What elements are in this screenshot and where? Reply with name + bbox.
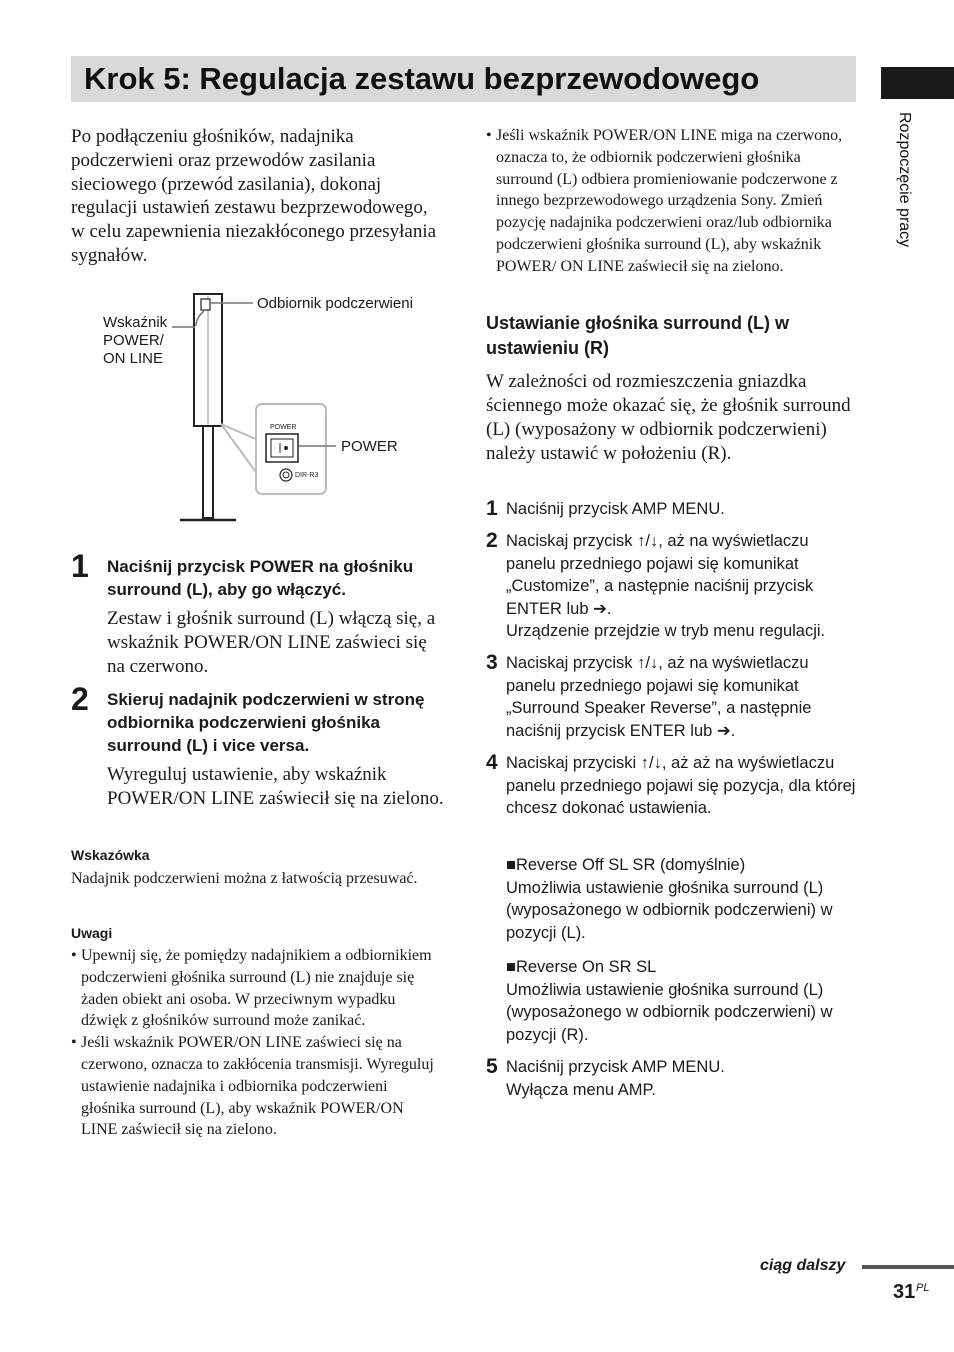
bullet-icon: • — [486, 127, 492, 144]
power-label: POWER — [341, 438, 398, 455]
option-reverse-off — [506, 854, 861, 944]
speaker-diagram — [100, 290, 440, 525]
option-title: Reverse Off SL SR (domyślnie) — [515, 856, 746, 874]
indicator-label-1: Wskaźnik — [103, 314, 168, 331]
note-text: Jeśli wskaźnik POWER/ON LINE zaświeci się na czerwono, oznacza to zakłócenia transmisji. Wyreguluj ustawienie nadajnika i odbiornika podczerwieni głośnika surround (L), aby wskaźnik POWER/ON LINE zaświecił się na zielono. — [81, 1034, 434, 1139]
step-body: Zestaw i głośnik surround (L) włączą się, a wskaźnik POWER/ON LINE zaświeci się na czerwono. — [107, 608, 436, 677]
option-reverse-on — [506, 956, 861, 1046]
step-number: 3 — [486, 651, 498, 674]
step-number: 2 — [486, 529, 498, 552]
indicator-label-3: ON LINE — [103, 350, 164, 367]
panel-power-text: POWER — [270, 424, 297, 431]
option-description: Umożliwia ustawienie głośnika surround (L) (wyposażonego w odbiornik podczerwieni) w pozycji (L). — [506, 878, 833, 942]
tip-text: Nadajnik podczerwieni można z łatwością przesuwać. — [71, 870, 418, 887]
step-extra: Urządzenie przejdzie w tryb menu regulacji. — [506, 622, 826, 640]
step-number: 4 — [486, 751, 498, 774]
receiver-label: Odbiornik podczerwieni — [257, 295, 413, 312]
note-text: Jeśli wskaźnik POWER/ON LINE miga na czerwono, oznacza to, że odbiornik podczerwieni głośnika surround (L) odbiera promieniowanie podczerwone z innego bezprzewodowego urządzenia Sony. Zmień pozycję nadajnika podczerwieni oraz/lub odbiornika podczerwieni głośnika surround (L), aby wskaźnik POWER/ ON LINE zaświecił się na zielono. — [496, 127, 843, 275]
step-number: 1 — [71, 548, 89, 584]
note-item — [486, 125, 861, 278]
bullet-icon: • — [71, 1034, 77, 1052]
step-body: Wyreguluj ustawienie, aby wskaźnik POWER/ON LINE zaświecił się na zielono. — [107, 764, 444, 809]
step-text: Naciskaj przycisk ↑/↓, aż na wyświetlaczu panelu przedniego pojawi się komunikat „Customize”, a następnie naciśnij przycisk ENTER lub ➔. — [506, 532, 814, 618]
step-heading: Skieruj nadajnik podczerwieni w stronę odbiornika podczerwieni głośnika surround (L) i vice versa. — [107, 690, 425, 755]
note-item — [71, 945, 443, 1032]
option-title: Reverse On SR SL — [515, 958, 657, 976]
section-intro: W zależności od rozmieszczenia gniazdka ściennego może okazać się, że głośnik surround (L) (wyposażony w odbiornik podczerwieni) należy ustawić w położeniu (R). — [486, 371, 851, 464]
step-extra: Wyłącza menu AMP. — [506, 1081, 656, 1099]
left-column — [71, 125, 443, 268]
side-tab-marker — [881, 67, 954, 99]
note-text: Upewnij się, że pomiędzy nadajnikiem a odbiornikiem podczerwieni głośnika surround (L) nie znajduje się żaden obiekt ani osoba. W przeciwnym wypadku dźwięk z głośników surround może zanikać. — [81, 947, 432, 1030]
panel-model-text: DIR-R3 — [295, 472, 319, 479]
notes-heading: Uwagi — [71, 925, 113, 941]
tip-heading: Wskazówka — [71, 847, 150, 863]
notes-list — [71, 945, 443, 1141]
right-column — [486, 125, 861, 278]
section-header — [486, 311, 861, 361]
step-text: Naciskaj przycisk ↑/↓, aż na wyświetlaczu panelu przedniego pojawi się komunikat „Surround Speaker Reverse”, a następnie naciśnij przycisk ENTER lub ➔. — [506, 654, 812, 740]
side-tab-label: Rozpoczęcie pracy — [896, 112, 913, 248]
indicator-label-2: POWER/ — [103, 332, 164, 349]
option-title-row — [506, 956, 861, 979]
page-number-suffix: PL — [916, 1282, 930, 1294]
page-number: 31 — [893, 1281, 916, 1303]
intro-paragraph: Po podłączeniu głośników, nadajnika podczerwieni oraz przewodów zasilania sieciowego (przewód zasilania), dokonaj regulacji ustawień zestawu bezprzewodowego, w celu zapewnienia niezakłóconego przesyłania sygnałów. — [71, 126, 437, 266]
page-title: Krok 5: Regulacja zestawu bezprzewodowego — [84, 61, 760, 96]
continued-rule — [862, 1265, 954, 1269]
section-intro-wrap — [486, 370, 858, 466]
step-text: Naciśnij przycisk AMP MENU. — [506, 500, 725, 518]
bullet-icon: • — [71, 947, 77, 964]
section-heading: Ustawianie głośnika surround (L) w ustawieniu (R) — [486, 313, 790, 358]
step-number: 1 — [486, 497, 498, 520]
continued-label: ciąg dalszy — [760, 1257, 846, 1274]
note-item — [71, 1032, 443, 1141]
title-bar — [71, 56, 856, 102]
option-description: Umożliwia ustawienie głośnika surround (L) (wyposażonego w odbiornik podczerwieni) w pozycji (R). — [506, 980, 833, 1044]
option-title-row — [506, 854, 861, 877]
step-number: 5 — [486, 1055, 498, 1078]
step-text: Naciskaj przyciski ↑/↓, aż aż na wyświetlaczu panelu przedniego pojawi się pozycja, dla której chcesz dokonać ustawienia. — [506, 754, 856, 818]
square-bullet-icon: ■ — [506, 958, 516, 976]
square-bullet-icon: ■ — [506, 856, 516, 874]
step-text: Naciśnij przycisk AMP MENU. — [506, 1058, 725, 1076]
step-heading: Naciśnij przycisk POWER na głośniku surround (L), aby go włączyć. — [107, 557, 414, 599]
step-number: 2 — [71, 681, 89, 717]
